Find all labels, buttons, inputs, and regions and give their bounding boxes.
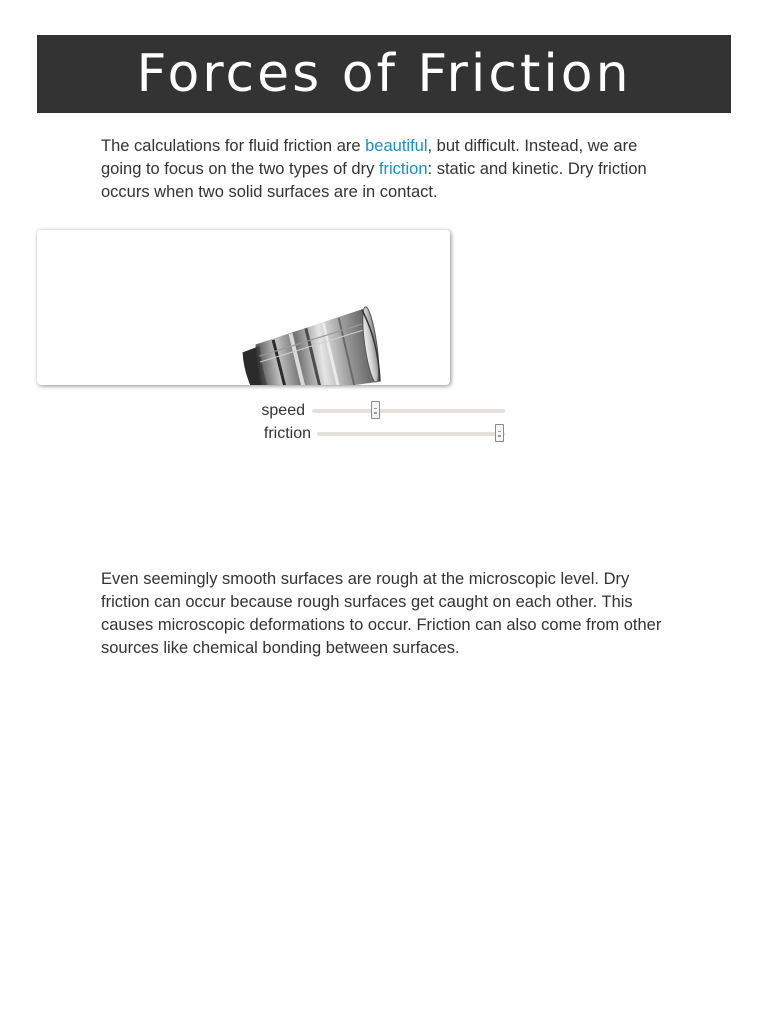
intro-text-after: : static and kinetic. Dry friction occurs when two solid surfaces are in contact.	[101, 160, 647, 201]
intro-paragraph	[101, 135, 667, 204]
friction-link[interactable]: friction	[378, 160, 428, 178]
friction-slider-track[interactable]	[317, 432, 505, 436]
friction-slider-handle[interactable]	[495, 424, 504, 442]
body-paragraph: Even seemingly smooth surfaces are rough at the microscopic level. Dry friction can occur because rough surfaces get caught on each other. This causes microscopic deformations to occur. Friction can also come from other sources like chemical bonding between surfaces.	[101, 570, 662, 657]
title-banner	[37, 35, 731, 113]
intro-text-middle: , but difficult. Instead, we are going to focus on the two types of dry	[101, 137, 638, 178]
speed-label: speed	[261, 402, 305, 419]
beautiful-link[interactable]: beautiful	[365, 137, 428, 155]
speed-slider-track[interactable]	[312, 409, 505, 413]
page-title: Forces of Friction	[136, 44, 632, 104]
speed-control	[260, 401, 505, 421]
friction-slider[interactable]	[317, 424, 505, 444]
friction-simulation[interactable]	[37, 230, 450, 385]
speed-slider-handle[interactable]	[371, 401, 380, 419]
friction-label: friction	[263, 425, 311, 442]
drinking-glass-icon	[37, 230, 450, 385]
friction-control	[259, 424, 505, 444]
intro-text-before: The calculations for fluid friction are	[101, 137, 366, 155]
speed-slider[interactable]	[312, 401, 505, 421]
